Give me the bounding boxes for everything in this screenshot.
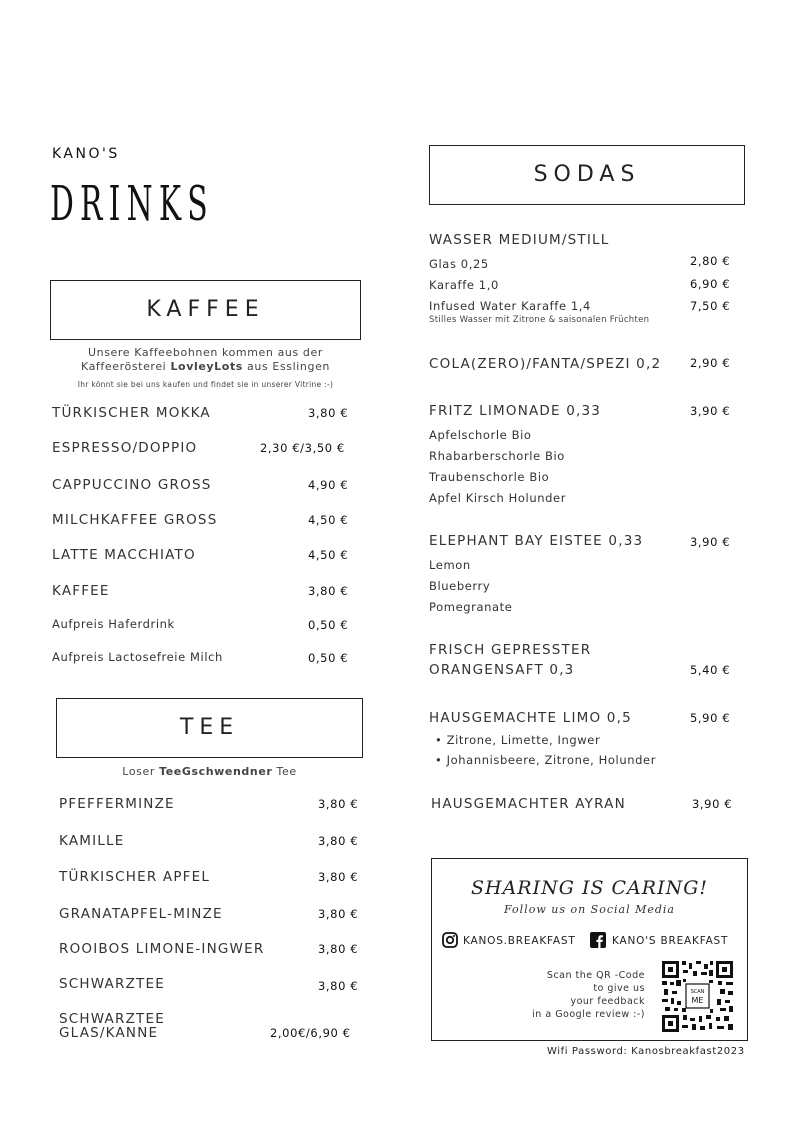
menu-item-price: 7,50 € <box>690 299 731 313</box>
kaffee-note-line2 <box>50 360 361 373</box>
menu-item-name: Karaffe 1,0 <box>429 278 499 292</box>
menu-item-price: 4,50 € <box>308 548 349 562</box>
menu-item-price: 3,80 € <box>308 584 349 598</box>
svg-text:ME: ME <box>691 996 704 1005</box>
menu-item-name: FRISCH GEPRESSTER <box>429 642 592 658</box>
kaffee-note-small: Ihr könnt sie bei uns kaufen und findet sie in unserer Vitrine :-) <box>77 380 334 389</box>
qr-text-line: to give us <box>593 983 645 994</box>
tee-title: TEE <box>179 715 240 740</box>
instagram-icon <box>442 932 458 948</box>
tea-supplier: TeeGschwendner <box>159 765 273 778</box>
menu-item-name: GRANATAPFEL-MINZE <box>59 906 223 922</box>
kaffee-title-box <box>50 280 361 340</box>
flavor-item: Pomegranate <box>429 600 513 614</box>
menu-item-name: TÜRKISCHER APFEL <box>59 869 211 885</box>
sodas-title: SODAS <box>533 162 641 187</box>
social-title: SHARING IS CARING! <box>470 877 709 899</box>
brand-name: KANO'S <box>52 146 120 162</box>
kaffee-note-line1: Unsere Kaffeebohnen kommen aus der <box>88 346 323 359</box>
menu-item-name: Aufpreis Lactosefreie Milch <box>52 650 223 664</box>
menu-item-name: Aufpreis Haferdrink <box>52 617 175 631</box>
kaffee-note-post: aus Esslingen <box>242 360 331 373</box>
bullet-text: Johannisbeere, Zitrone, Holunder <box>446 753 657 767</box>
menu-item-name: ROOIBOS LIMONE-INGWER <box>59 941 265 957</box>
menu-item-price: 4,90 € <box>308 478 349 492</box>
menu-item-price: 2,00€/6,90 € <box>270 1026 351 1040</box>
menu-item-price: 0,50 € <box>308 618 349 632</box>
flavor-item: Traubenschorle Bio <box>429 470 550 484</box>
menu-item-price: 3,90 € <box>690 535 731 549</box>
menu-item-name: ELEPHANT BAY EISTEE 0,33 <box>429 533 644 549</box>
wasser-heading: WASSER MEDIUM/STILL <box>429 232 610 248</box>
qr-text-line: Scan the QR -Code <box>546 970 645 981</box>
menu-item-price: 3,80 € <box>318 907 359 921</box>
menu-item-name: CAPPUCCINO GROSS <box>52 477 212 493</box>
menu-item-name: HAUSGEMACHTE LIMO 0,5 <box>429 710 632 726</box>
tee-note-pre: Loser <box>122 765 160 778</box>
bullet-icon: • <box>435 753 443 767</box>
wasser-note: Stilles Wasser mit Zitrone & saisonalen Früchten <box>429 315 650 325</box>
facebook-icon <box>590 932 606 948</box>
tee-note-post: Tee <box>272 765 297 778</box>
menu-item-price: 3,80 € <box>318 979 359 993</box>
menu-item-name: TÜRKISCHER MOKKA <box>52 405 211 421</box>
menu-item-name: LATTE MACCHIATO <box>52 547 196 563</box>
menu-item-name: COLA(ZERO)/FANTA/SPEZI 0,2 <box>429 356 662 372</box>
menu-item-name: KAFFEE <box>52 583 110 599</box>
menu-item-name-line2: GLAS/KANNE <box>59 1025 159 1041</box>
menu-item-name: SCHWARZTEE <box>59 1011 165 1027</box>
menu-item-name: MILCHKAFFEE GROSS <box>52 512 218 528</box>
menu-item-price: 0,50 € <box>308 651 349 665</box>
flavor-item: Lemon <box>429 558 471 572</box>
menu-item-name: PFEFFERMINZE <box>59 796 175 812</box>
menu-item-price: 3,80 € <box>318 942 359 956</box>
flavor-item: Rhabarberschorle Bio <box>429 449 565 463</box>
facebook-handle[interactable]: KANO'S BREAKFAST <box>612 935 729 947</box>
menu-item-name: KAMILLE <box>59 833 125 849</box>
menu-item-price: 3,80 € <box>308 406 349 420</box>
menu-item-name: FRITZ LIMONADE 0,33 <box>429 403 602 419</box>
bullet-icon: • <box>435 733 443 747</box>
menu-item-name: HAUSGEMACHTER AYRAN <box>431 796 626 812</box>
tee-note <box>56 765 363 778</box>
flavor-item: Apfelschorle Bio <box>429 428 532 442</box>
menu-item-price: 3,80 € <box>318 834 359 848</box>
page-title: DRINKS <box>50 176 214 232</box>
kaffee-note-pre: Kaffeerösterei <box>80 360 171 373</box>
menu-item-price: 5,90 € <box>690 711 731 725</box>
flavor-item: Blueberry <box>429 579 491 593</box>
bullet-item <box>435 753 656 767</box>
instagram-handle[interactable]: KANOS.BREAKFAST <box>463 935 576 947</box>
menu-item-name: ESPRESSO/DOPPIO <box>52 440 198 456</box>
kaffee-title: KAFFEE <box>146 297 265 322</box>
menu-item-price: 6,90 € <box>690 277 731 291</box>
menu-item-price: 3,90 € <box>692 797 733 811</box>
menu-item-price: 3,80 € <box>318 870 359 884</box>
qr-text-line: in a Google review :-) <box>532 1009 645 1020</box>
menu-item-name: SCHWARZTEE <box>59 976 165 992</box>
menu-item-price: 4,50 € <box>308 513 349 527</box>
bullet-item <box>435 733 600 747</box>
menu-item-name: Glas 0,25 <box>429 257 489 271</box>
wifi-password: Wifi Password: Kanosbreakfast2023 <box>547 1046 745 1057</box>
menu-item-price: 2,90 € <box>690 356 731 370</box>
roastery-name: LovleyLots <box>170 360 243 373</box>
flavor-item: Apfel Kirsch Holunder <box>429 491 567 505</box>
tee-title-box <box>56 698 363 758</box>
menu-item-price: 3,80 € <box>318 797 359 811</box>
menu-item-name-line2: ORANGENSAFT 0,3 <box>429 662 575 678</box>
menu-item-price: 5,40 € <box>690 663 731 677</box>
menu-item-price: 3,90 € <box>690 404 731 418</box>
sodas-title-box <box>429 145 745 205</box>
qr-code-icon[interactable] <box>662 961 733 1032</box>
menu-item-price: 2,30 €/3,50 € <box>260 441 345 455</box>
bullet-text: Zitrone, Limette, Ingwer <box>446 733 601 747</box>
svg-text:SCAN: SCAN <box>690 989 705 995</box>
qr-text-line: your feedback <box>570 996 645 1007</box>
social-box <box>431 858 748 1041</box>
menu-item-name: Infused Water Karaffe 1,4 <box>429 299 591 313</box>
menu-item-price: 2,80 € <box>690 254 731 268</box>
social-subtitle: Follow us on Social Media <box>504 903 675 916</box>
